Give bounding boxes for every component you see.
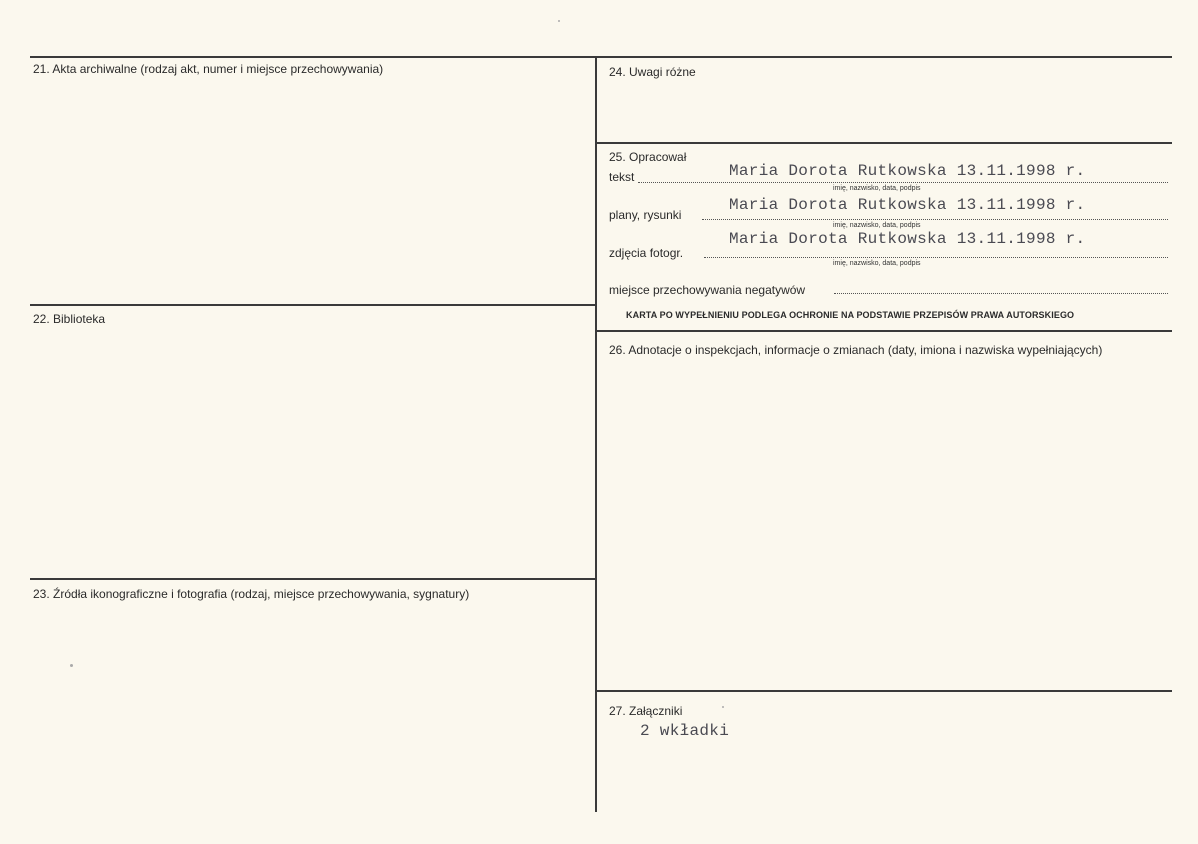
divider-21-22 xyxy=(30,304,596,306)
negatives-label: miejsce przechowywania negatywów xyxy=(609,283,806,297)
author-plans-value: Maria Dorota Rutkowska 13.11.1998 r. xyxy=(729,196,1086,214)
divider-22-23 xyxy=(30,578,596,580)
center-divider xyxy=(595,56,597,812)
divider-24-25 xyxy=(596,142,1172,144)
author-text-value: Maria Dorota Rutkowska 13.11.1998 r. xyxy=(729,162,1086,180)
divider-25-26 xyxy=(596,330,1172,332)
paper-speck xyxy=(722,706,724,708)
author-plans-label: plany, rysunki xyxy=(609,208,682,222)
copyright-notice: KARTA PO WYPEŁNIENIU PODLEGA OCHRONIE NA PODSTAWIE PRZEPISÓW PRAWA AUTORSKIEGO xyxy=(626,310,1075,320)
top-rule xyxy=(30,56,1172,58)
section-23-label: 23. Źródła ikonograficzne i fotografia (rodzaj, miejsce przechowywania, sygnatury) xyxy=(33,587,470,601)
author-photos-hint: imię, nazwisko, data, podpis xyxy=(833,260,921,267)
author-plans-hint: imię, nazwisko, data, podpis xyxy=(833,222,921,229)
section-21-label: 21. Akta archiwalne (rodzaj akt, numer i miejsce przechowywania) xyxy=(33,62,384,76)
section-24-label: 24. Uwagi różne xyxy=(609,65,696,79)
author-photos-value: Maria Dorota Rutkowska 13.11.1998 r. xyxy=(729,230,1086,248)
author-text-label: tekst xyxy=(609,170,635,184)
negatives-line xyxy=(834,293,1168,294)
attachments-value: 2 wkładki xyxy=(640,722,730,740)
section-27-label: 27. Załączniki xyxy=(609,704,683,718)
author-text-hint: imię, nazwisko, data, podpis xyxy=(833,185,921,192)
author-plans-line xyxy=(702,219,1168,220)
section-26-label: 26. Adnotacje o inspekcjach, informacje o zmianach (daty, imiona i nazwiska wypełniających) xyxy=(609,343,1103,357)
section-25-label: 25. Opracował xyxy=(609,150,687,164)
paper-speck xyxy=(558,20,560,22)
divider-26-27 xyxy=(596,690,1172,692)
author-text-line xyxy=(638,182,1168,183)
section-22-label: 22. Biblioteka xyxy=(33,312,106,326)
paper-speck xyxy=(70,664,73,667)
author-photos-label: zdjęcia fotogr. xyxy=(609,246,684,260)
author-photos-line xyxy=(704,257,1168,258)
